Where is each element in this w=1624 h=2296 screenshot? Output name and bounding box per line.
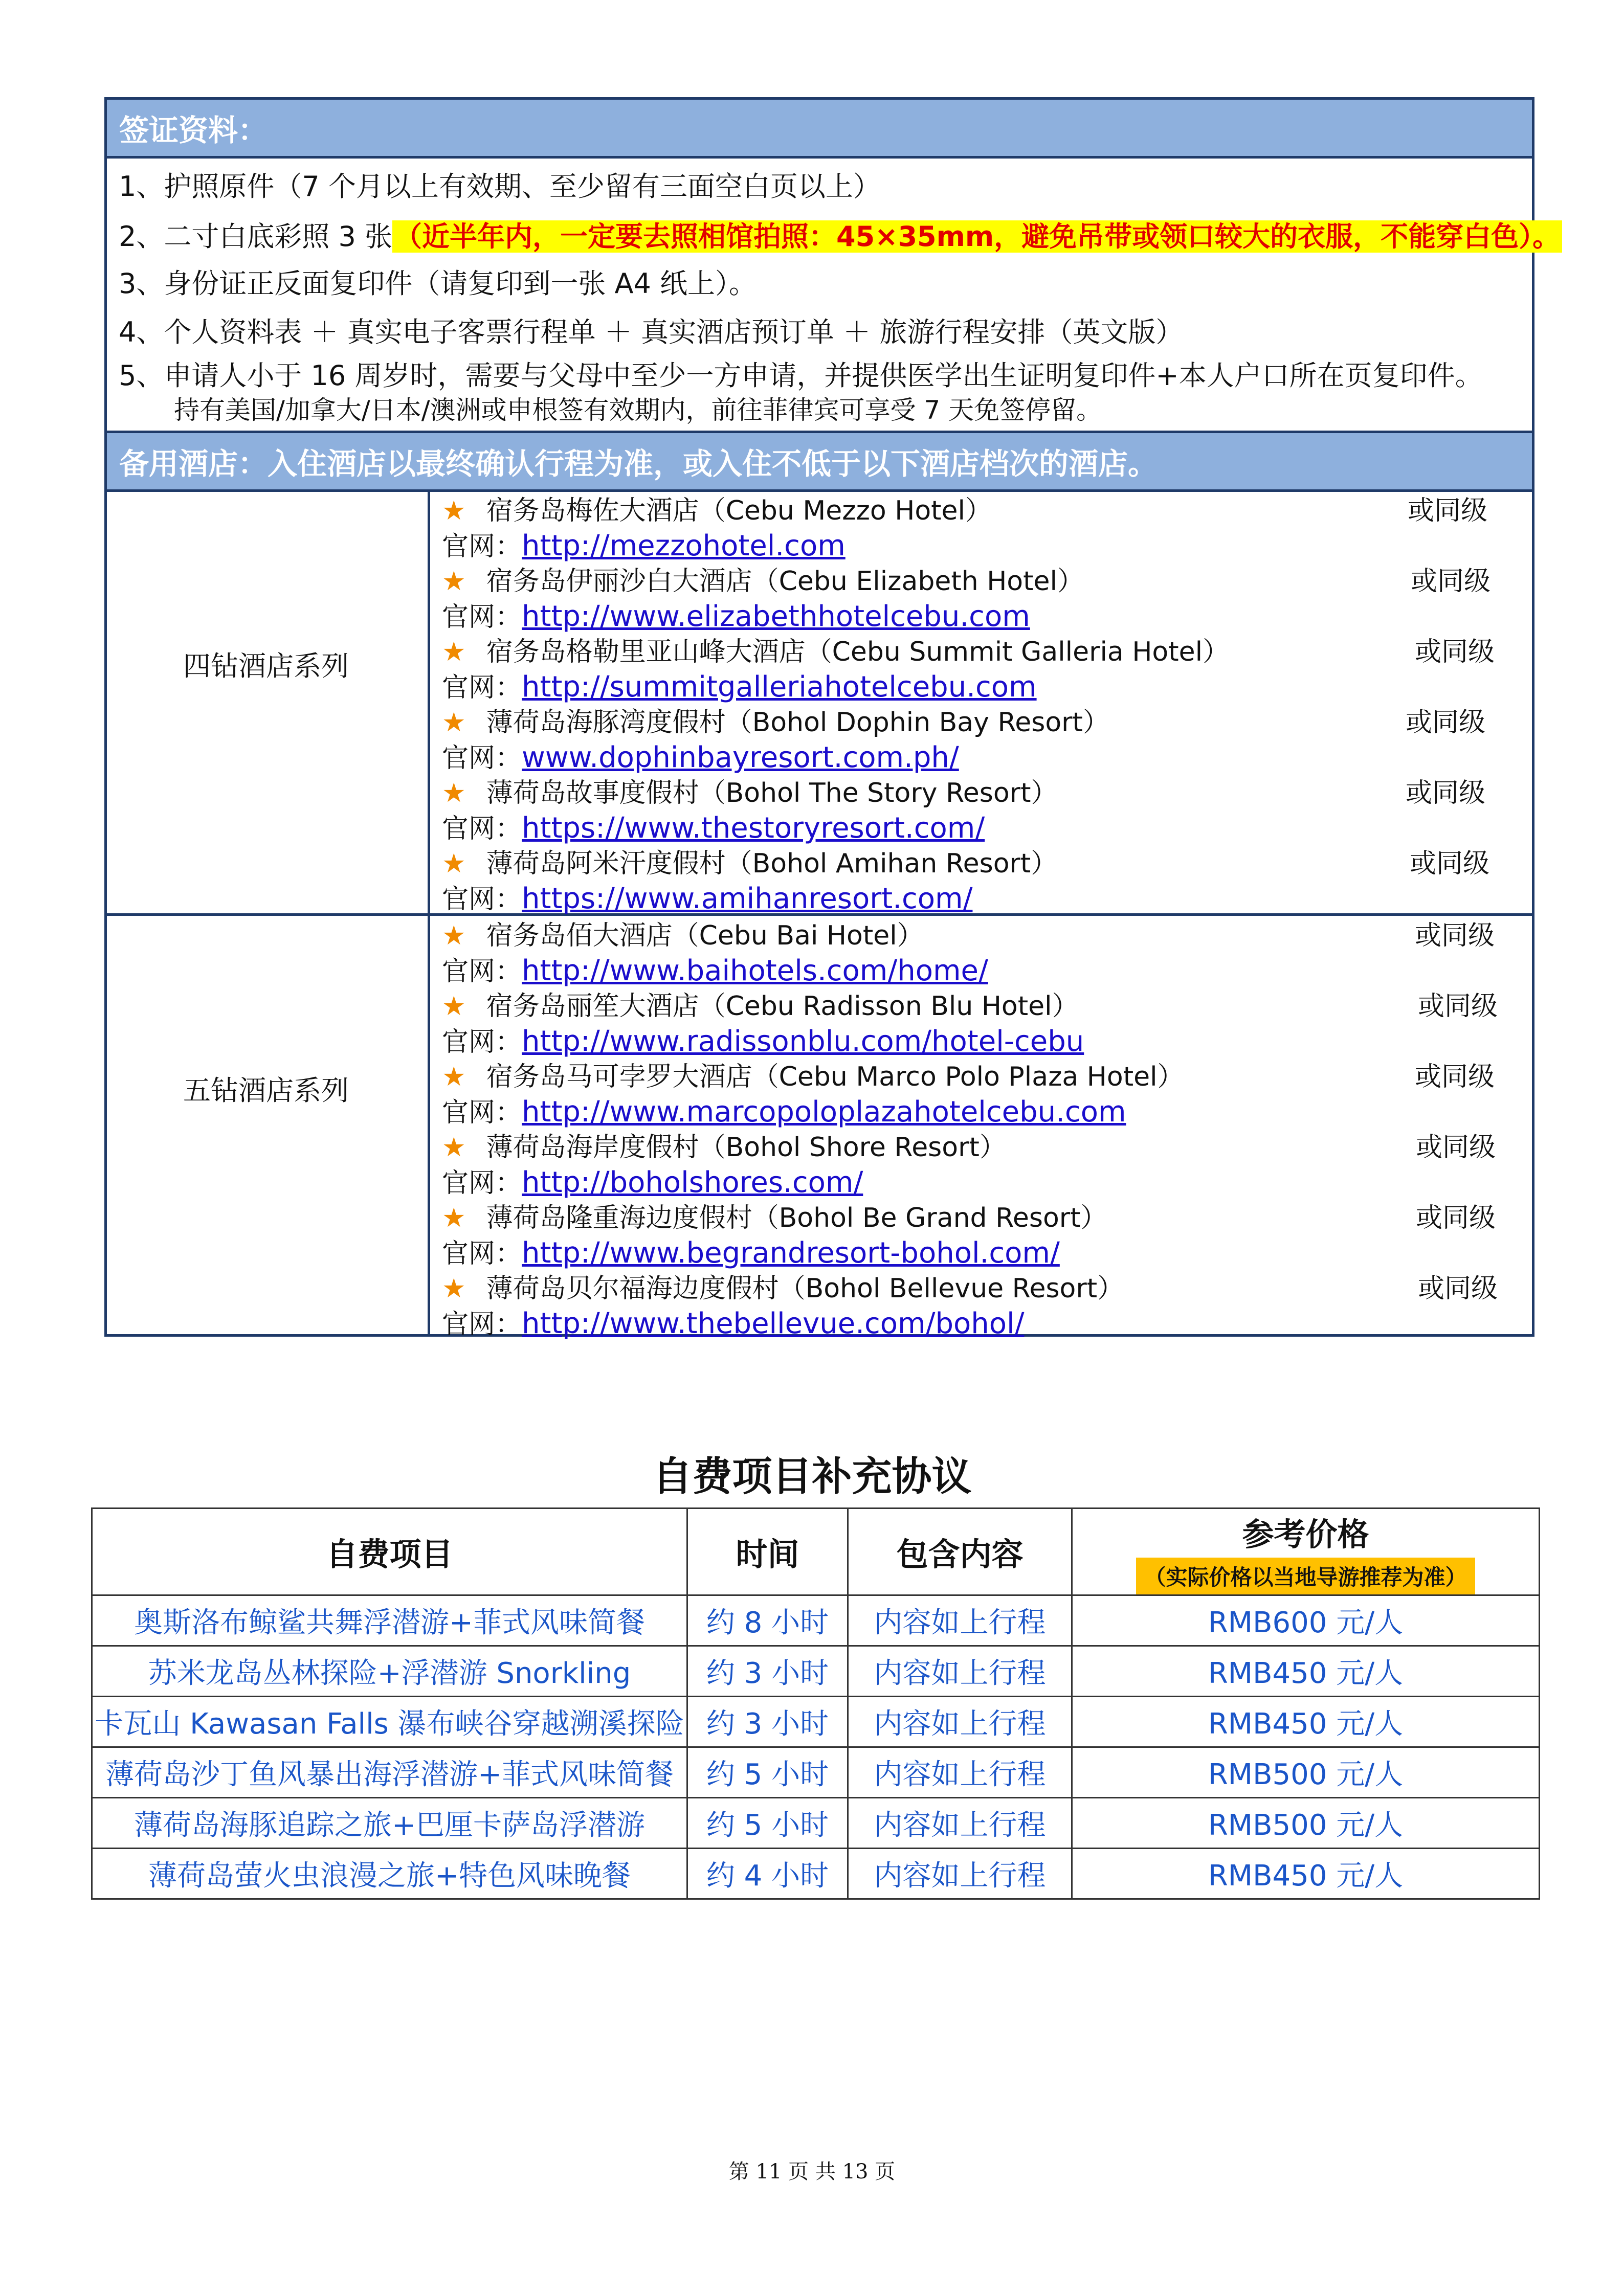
table-row	[92, 1646, 1540, 1697]
cell-time: 约 4 小时	[687, 1849, 848, 1899]
hotel-name-row	[442, 989, 1079, 1024]
cell-item: 薄荷岛沙丁鱼风暴出海浮潜游+菲式风味简餐	[92, 1747, 687, 1798]
hotel-name: 宿务岛伊丽沙白大酒店（Cebu Elizabeth Hotel）	[486, 566, 1084, 597]
hotel-grade-label: 或同级	[1418, 991, 1498, 1022]
star-icon: ★	[442, 1273, 466, 1304]
hotel-name: 宿务岛丽笙大酒店（Cebu Radisson Blu Hotel）	[486, 991, 1079, 1022]
hotel-website-row	[442, 599, 1030, 635]
hotel-website-row	[442, 954, 988, 989]
website-prefix: 官网：	[442, 956, 522, 987]
cell-price: RMB500 元/人	[1072, 1798, 1540, 1849]
visa-item-1: 1、护照原件（7 个月以上有效期、至少留有三面空白页以上）	[119, 170, 881, 202]
website-prefix: 官网：	[442, 884, 522, 915]
star-icon: ★	[442, 637, 466, 667]
cell-price: RMB600 元/人	[1072, 1595, 1540, 1646]
website-prefix: 官网：	[442, 1309, 522, 1340]
hotel-website-link[interactable]: www.dophinbayresort.com.ph/	[522, 741, 959, 774]
hotel-name-row	[442, 1130, 1006, 1165]
table-row	[92, 1595, 1540, 1646]
hotel-website-link[interactable]: https://www.thestoryresort.com/	[522, 812, 985, 845]
star-icon: ★	[442, 1203, 466, 1233]
hotel-header: 备用酒店：入住酒店以最终确认行程为准，或入住不低于以下酒店档次的酒店。	[104, 431, 1534, 492]
hotel-name-row	[442, 1060, 1184, 1094]
cell-time: 约 3 小时	[687, 1697, 848, 1747]
cell-time: 约 3 小时	[687, 1646, 848, 1697]
category-four-diamond: 四钻酒店系列	[183, 650, 349, 682]
hotel-name-row	[442, 564, 1084, 599]
cell-time: 约 5 小时	[687, 1798, 848, 1849]
hotel-website-link[interactable]: http://www.begrandresort-bohol.com/	[522, 1236, 1060, 1270]
visa-exemption-note: 持有美国/加拿大/日本/澳洲或申根签有效期内，前往菲律宾可享受 7 天免签停留。	[174, 395, 1102, 425]
photo-requirement-highlight: （近半年内，一定要去照相馆拍照：45×35mm，避免吊带或领口较大的衣服，不能穿白色）。	[392, 220, 1562, 253]
website-prefix: 官网：	[442, 672, 522, 703]
hotel-website-row	[442, 1236, 1060, 1271]
hotel-name-row	[442, 918, 924, 953]
hotel-name-row	[442, 1201, 1107, 1235]
hotel-website-link[interactable]: http://www.radissonblu.com/hotel-cebu	[522, 1025, 1084, 1058]
hotel-website-link[interactable]: http://www.thebellevue.com/bohol/	[522, 1307, 1025, 1340]
hotel-name: 宿务岛马可孛罗大酒店（Cebu Marco Polo Plaza Hotel）	[486, 1062, 1184, 1092]
website-prefix: 官网：	[442, 743, 522, 774]
page-footer: 第 11 页 共 13 页	[728, 2160, 896, 2184]
hotel-grade-label: 或同级	[1415, 920, 1495, 951]
website-prefix: 官网：	[442, 814, 522, 844]
visa-item-4: 4、个人资料表 ＋ 真实电子客票行程单 ＋ 真实酒店预订单 ＋ 旅游行程安排（英文版）	[119, 316, 1184, 348]
hotel-grade-label: 或同级	[1411, 566, 1491, 597]
star-icon: ★	[442, 1132, 466, 1163]
hotel-name: 宿务岛格勒里亚山峰大酒店（Cebu Summit Galleria Hotel）	[486, 637, 1230, 667]
cell-price: RMB450 元/人	[1072, 1849, 1540, 1899]
hotel-name-row	[442, 846, 1057, 881]
hotel-website-row	[442, 1165, 863, 1201]
hotel-website-link[interactable]: https://www.amihanresort.com/	[522, 882, 973, 915]
table-row	[92, 1849, 1540, 1899]
website-prefix: 官网：	[442, 531, 522, 562]
category-five-diamond: 五钻酒店系列	[183, 1074, 349, 1107]
cell-price: RMB450 元/人	[1072, 1697, 1540, 1747]
visa-header: 签证资料：	[104, 97, 1534, 159]
hotel-website-row	[442, 1024, 1084, 1060]
hotel-website-link[interactable]: http://www.marcopoloplazahotelcebu.com	[522, 1095, 1126, 1129]
header-item: 自费项目	[92, 1509, 687, 1595]
optional-activities-table	[91, 1507, 1540, 1900]
star-icon: ★	[442, 566, 466, 597]
table-header-row	[92, 1509, 1540, 1595]
star-icon: ★	[442, 778, 466, 808]
hotel-name: 宿务岛佰大酒店（Cebu Bai Hotel）	[486, 920, 924, 951]
hotel-name: 薄荷岛海岸度假村（Bohol Shore Resort）	[486, 1132, 1006, 1163]
visa-item-2	[119, 219, 1562, 255]
hotel-grade-label: 或同级	[1416, 1203, 1496, 1233]
hotel-name: 薄荷岛阿米汗度假村（Bohol Amihan Resort）	[486, 848, 1058, 879]
price-note-badge: （实际价格以当地导游推荐为准）	[1136, 1558, 1475, 1594]
hotel-website-row	[442, 1307, 1024, 1342]
cell-time: 约 5 小时	[687, 1747, 848, 1798]
hotel-website-link[interactable]: http://summitgalleriahotelcebu.com	[522, 670, 1037, 704]
hotel-name-row	[442, 493, 992, 528]
hotel-name: 宿务岛梅佐大酒店（Cebu Mezzo Hotel）	[486, 496, 992, 526]
visa-item-5: 5、申请人小于 16 周岁时，需要与父母中至少一方申请，并提供医学出生证明复印件+本人户口所在页复印件。	[119, 359, 1483, 392]
star-icon: ★	[442, 920, 466, 951]
hotel-grade-label: 或同级	[1415, 637, 1495, 667]
hotel-website-link[interactable]: http://www.baihotels.com/home/	[522, 954, 988, 987]
hotel-grade-label: 或同级	[1416, 1132, 1496, 1163]
hotel-grade-label: 或同级	[1406, 778, 1486, 808]
cell-price: RMB500 元/人	[1072, 1747, 1540, 1798]
header-content: 包含内容	[848, 1509, 1072, 1595]
hotel-name: 薄荷岛隆重海边度假村（Bohol Be Grand Resort）	[486, 1203, 1107, 1233]
visa-item-3: 3、身份证正反面复印件（请复印到一张 A4 纸上）。	[119, 267, 757, 300]
cell-item: 薄荷岛海豚追踪之旅+巴厘卡萨岛浮潜游	[92, 1798, 687, 1849]
hotel-website-link[interactable]: http://www.elizabethhotelcebu.com	[522, 600, 1030, 633]
hotel-website-link[interactable]: http://mezzohotel.com	[522, 529, 846, 562]
website-prefix: 官网：	[442, 602, 522, 633]
hotel-grade-label: 或同级	[1418, 1273, 1498, 1304]
hotel-website-row	[442, 529, 846, 564]
cell-item: 卡瓦山 Kawasan Falls 瀑布峡谷穿越溯溪探险	[92, 1697, 687, 1747]
website-prefix: 官网：	[442, 1239, 522, 1269]
star-icon: ★	[442, 496, 466, 526]
cell-content: 内容如上行程	[848, 1595, 1072, 1646]
table-row	[92, 1798, 1540, 1849]
cell-content: 内容如上行程	[848, 1849, 1072, 1899]
hotel-website-link[interactable]: http://boholshores.com/	[522, 1166, 863, 1199]
website-prefix: 官网：	[442, 1168, 522, 1199]
cell-item: 奥斯洛布鲸鲨共舞浮潜游+菲式风味简餐	[92, 1595, 687, 1646]
header-price-label: 参考价格	[1242, 1516, 1369, 1553]
header-time: 时间	[687, 1509, 848, 1595]
hotel-website-row	[442, 670, 1037, 705]
table-body	[92, 1595, 1540, 1899]
hotel-name: 薄荷岛故事度假村（Bohol The Story Resort）	[486, 778, 1058, 808]
hotel-name-row	[442, 635, 1229, 669]
hotel-name-row	[442, 1271, 1124, 1306]
cell-item: 苏米龙岛丛林探险+浮潜游 Snorkling	[92, 1646, 687, 1697]
hotel-website-row	[442, 740, 959, 776]
header-price	[1072, 1509, 1540, 1595]
hotel-website-row	[442, 882, 972, 917]
cell-content: 内容如上行程	[848, 1646, 1072, 1697]
hotel-grade-label: 或同级	[1415, 1062, 1495, 1092]
website-prefix: 官网：	[442, 1027, 522, 1057]
cell-content: 内容如上行程	[848, 1798, 1072, 1849]
hotel-name: 薄荷岛贝尔福海边度假村（Bohol Bellevue Resort）	[486, 1273, 1124, 1304]
table-row	[92, 1697, 1540, 1747]
table-row	[92, 1747, 1540, 1798]
hotel-grade-label: 或同级	[1410, 848, 1490, 879]
cell-price: RMB450 元/人	[1072, 1646, 1540, 1697]
cell-content: 内容如上行程	[848, 1697, 1072, 1747]
cell-content: 内容如上行程	[848, 1747, 1072, 1798]
hotel-website-row	[442, 811, 985, 846]
hotel-name-row	[442, 705, 1109, 740]
cell-time: 约 8 小时	[687, 1595, 848, 1646]
star-icon: ★	[442, 991, 466, 1022]
hotel-grade-label: 或同级	[1408, 496, 1488, 526]
star-icon: ★	[442, 848, 466, 879]
visa-item-2-text: 2、二寸白底彩照 3 张	[119, 220, 393, 253]
star-icon: ★	[442, 707, 466, 738]
hotel-name-row	[442, 776, 1057, 811]
hotel-website-row	[442, 1095, 1126, 1130]
cell-item: 薄荷岛萤火虫浪漫之旅+特色风味晚餐	[92, 1849, 687, 1899]
star-icon: ★	[442, 1062, 466, 1092]
website-prefix: 官网：	[442, 1097, 522, 1128]
optional-title: 自费项目补充协议	[652, 1454, 972, 1500]
hotel-grade-label: 或同级	[1406, 707, 1486, 738]
hotel-name: 薄荷岛海豚湾度假村（Bohol Dophin Bay Resort）	[486, 707, 1109, 738]
